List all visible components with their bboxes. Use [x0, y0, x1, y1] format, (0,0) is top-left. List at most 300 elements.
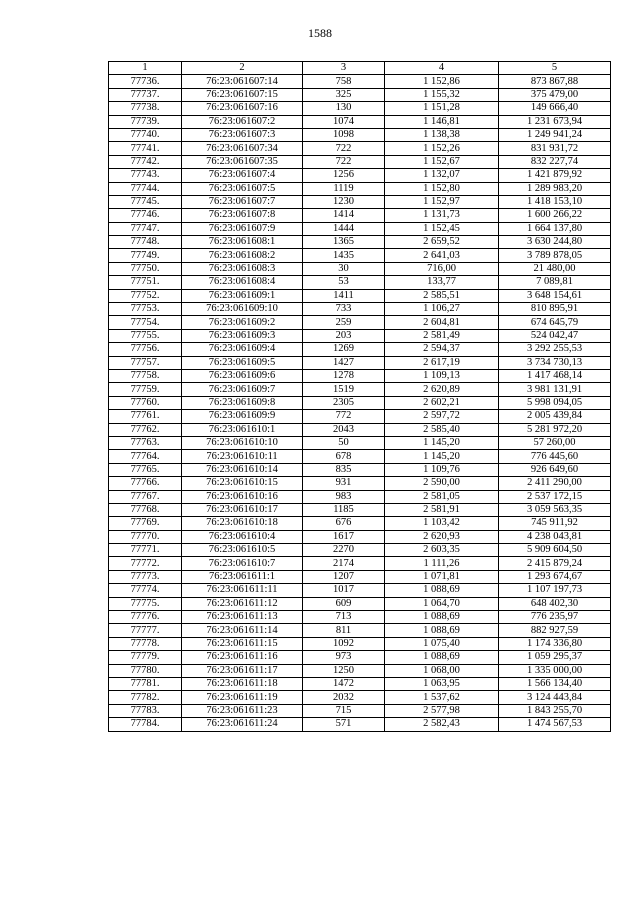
value-cell: 2 411 290,00: [499, 477, 611, 490]
table-row: [109, 303, 611, 316]
rate-cell: 1 064,70: [385, 597, 499, 610]
value-cell: 674 645,79: [499, 316, 611, 329]
table-row: [109, 169, 611, 182]
row-number-cell: 77755.: [109, 329, 182, 342]
value-cell: 5 909 604,50: [499, 544, 611, 557]
value-cell: 1 421 879,92: [499, 169, 611, 182]
table-row: [109, 155, 611, 168]
table-row: [109, 718, 611, 731]
row-number-cell: 77757.: [109, 356, 182, 369]
row-number-cell: 77753.: [109, 303, 182, 316]
row-number-cell: 77737.: [109, 88, 182, 101]
table-row: [109, 570, 611, 583]
row-number-cell: 77746.: [109, 209, 182, 222]
value-cell: 1 418 153,10: [499, 195, 611, 208]
area-cell: 1119: [303, 182, 385, 195]
area-cell: 1427: [303, 356, 385, 369]
cadastral-number-cell: 76:23:061607:7: [182, 195, 303, 208]
value-cell: 3 630 244,80: [499, 236, 611, 249]
rate-cell: 2 641,03: [385, 249, 499, 262]
table-row: [109, 222, 611, 235]
value-cell: 1 289 983,20: [499, 182, 611, 195]
cadastral-number-cell: 76:23:061608:3: [182, 262, 303, 275]
rate-cell: 2 617,19: [385, 356, 499, 369]
value-cell: 1 417 468,14: [499, 369, 611, 382]
cadastral-number-cell: 76:23:061610:16: [182, 490, 303, 503]
area-cell: 1269: [303, 343, 385, 356]
area-cell: 1519: [303, 383, 385, 396]
table-row: [109, 88, 611, 101]
row-number-cell: 77761.: [109, 410, 182, 423]
rate-cell: 2 581,49: [385, 329, 499, 342]
row-number-cell: 77774.: [109, 584, 182, 597]
area-cell: 973: [303, 651, 385, 664]
table-row: [109, 490, 611, 503]
rate-cell: 1 103,42: [385, 517, 499, 530]
cadastral-number-cell: 76:23:061608:4: [182, 276, 303, 289]
row-number-cell: 77739.: [109, 115, 182, 128]
area-cell: 1617: [303, 530, 385, 543]
cadastral-number-cell: 76:23:061610:18: [182, 517, 303, 530]
area-cell: 758: [303, 75, 385, 88]
cadastral-number-cell: 76:23:061611:14: [182, 624, 303, 637]
area-cell: 733: [303, 303, 385, 316]
cadastral-number-cell: 76:23:061611:1: [182, 570, 303, 583]
value-cell: 3 648 154,61: [499, 289, 611, 302]
rate-cell: 1 152,80: [385, 182, 499, 195]
rate-cell: 2 577,98: [385, 704, 499, 717]
area-cell: 1074: [303, 115, 385, 128]
value-cell: 3 734 730,13: [499, 356, 611, 369]
value-cell: 21 480,00: [499, 262, 611, 275]
cadastral-number-cell: 76:23:061607:16: [182, 102, 303, 115]
rate-cell: 133,77: [385, 276, 499, 289]
area-cell: 2174: [303, 557, 385, 570]
value-cell: 776 445,60: [499, 450, 611, 463]
column-header: 3: [303, 62, 385, 75]
cadastral-number-cell: 76:23:061609:8: [182, 396, 303, 409]
cadastral-number-cell: 76:23:061610:14: [182, 463, 303, 476]
value-cell: 2 537 172,15: [499, 490, 611, 503]
row-number-cell: 77768.: [109, 503, 182, 516]
value-cell: 776 235,97: [499, 611, 611, 624]
table-row: [109, 664, 611, 677]
rate-cell: 1 111,26: [385, 557, 499, 570]
cadastral-number-cell: 76:23:061607:4: [182, 169, 303, 182]
cadastral-number-cell: 76:23:061609:2: [182, 316, 303, 329]
table-row: [109, 637, 611, 650]
cadastral-number-cell: 76:23:061610:5: [182, 544, 303, 557]
rate-cell: 1 088,69: [385, 651, 499, 664]
row-number-cell: 77783.: [109, 704, 182, 717]
area-cell: 53: [303, 276, 385, 289]
cadastral-number-cell: 76:23:061607:35: [182, 155, 303, 168]
cadastral-number-cell: 76:23:061607:15: [182, 88, 303, 101]
value-cell: 1 664 137,80: [499, 222, 611, 235]
row-number-cell: 77740.: [109, 128, 182, 141]
rate-cell: 1 145,20: [385, 436, 499, 449]
table-row: [109, 450, 611, 463]
table-row: [109, 584, 611, 597]
row-number-cell: 77751.: [109, 276, 182, 289]
value-cell: 1 600 266,22: [499, 209, 611, 222]
area-cell: 772: [303, 410, 385, 423]
cadastral-number-cell: 76:23:061611:18: [182, 677, 303, 690]
area-cell: 259: [303, 316, 385, 329]
rate-cell: 1 155,32: [385, 88, 499, 101]
value-cell: 926 649,60: [499, 463, 611, 476]
table-row: [109, 463, 611, 476]
cadastral-number-cell: 76:23:061610:7: [182, 557, 303, 570]
row-number-cell: 77762.: [109, 423, 182, 436]
value-cell: 2 415 879,24: [499, 557, 611, 570]
row-number-cell: 77780.: [109, 664, 182, 677]
area-cell: 2305: [303, 396, 385, 409]
cadastral-number-cell: 76:23:061611:19: [182, 691, 303, 704]
table-body: [109, 75, 611, 731]
table-row: [109, 262, 611, 275]
column-header: 1: [109, 62, 182, 75]
value-cell: 1 174 336,80: [499, 637, 611, 650]
table-row: [109, 329, 611, 342]
area-cell: 1414: [303, 209, 385, 222]
area-cell: 1411: [303, 289, 385, 302]
value-cell: 1 231 673,94: [499, 115, 611, 128]
table-row: [109, 236, 611, 249]
row-number-cell: 77743.: [109, 169, 182, 182]
area-cell: 1256: [303, 169, 385, 182]
value-cell: 4 238 043,81: [499, 530, 611, 543]
rate-cell: 2 585,51: [385, 289, 499, 302]
cadastral-number-cell: 76:23:061609:3: [182, 329, 303, 342]
table-row: [109, 182, 611, 195]
table-row: [109, 195, 611, 208]
table-row: [109, 316, 611, 329]
cadastral-number-cell: 76:23:061610:17: [182, 503, 303, 516]
cadastral-number-cell: 76:23:061609:4: [182, 343, 303, 356]
area-cell: 678: [303, 450, 385, 463]
cadastral-number-cell: 76:23:061610:1: [182, 423, 303, 436]
area-cell: 50: [303, 436, 385, 449]
row-number-cell: 77773.: [109, 570, 182, 583]
area-cell: 1207: [303, 570, 385, 583]
cadastral-number-cell: 76:23:061610:4: [182, 530, 303, 543]
area-cell: 1472: [303, 677, 385, 690]
rate-cell: 1 132,07: [385, 169, 499, 182]
rate-cell: 2 659,52: [385, 236, 499, 249]
rate-cell: 2 620,93: [385, 530, 499, 543]
area-cell: 325: [303, 88, 385, 101]
cadastral-number-cell: 76:23:061609:6: [182, 369, 303, 382]
row-number-cell: 77777.: [109, 624, 182, 637]
area-cell: 1092: [303, 637, 385, 650]
value-cell: 873 867,88: [499, 75, 611, 88]
area-cell: 722: [303, 142, 385, 155]
value-cell: 5 998 094,05: [499, 396, 611, 409]
area-cell: 1230: [303, 195, 385, 208]
table-row: [109, 249, 611, 262]
rate-cell: 2 585,40: [385, 423, 499, 436]
rate-cell: 1 152,97: [385, 195, 499, 208]
rate-cell: 2 602,21: [385, 396, 499, 409]
rate-cell: 1 152,86: [385, 75, 499, 88]
area-cell: 983: [303, 490, 385, 503]
table-row: [109, 530, 611, 543]
value-cell: 3 059 563,35: [499, 503, 611, 516]
value-cell: 2 005 439,84: [499, 410, 611, 423]
table-row: [109, 704, 611, 717]
rate-cell: 1 152,67: [385, 155, 499, 168]
table-row: [109, 624, 611, 637]
row-number-cell: 77769.: [109, 517, 182, 530]
table-row: [109, 517, 611, 530]
header-row: [109, 62, 611, 75]
cadastral-number-cell: 76:23:061609:5: [182, 356, 303, 369]
value-cell: 810 895,91: [499, 303, 611, 316]
area-cell: 931: [303, 477, 385, 490]
table-row: [109, 128, 611, 141]
table-row: [109, 597, 611, 610]
rate-cell: 1 131,73: [385, 209, 499, 222]
rate-cell: 1 088,69: [385, 611, 499, 624]
area-cell: 2270: [303, 544, 385, 557]
row-number-cell: 77747.: [109, 222, 182, 235]
cadastral-number-cell: 76:23:061608:2: [182, 249, 303, 262]
row-number-cell: 77766.: [109, 477, 182, 490]
value-cell: 832 227,74: [499, 155, 611, 168]
area-cell: 722: [303, 155, 385, 168]
value-cell: 1 474 567,53: [499, 718, 611, 731]
row-number-cell: 77770.: [109, 530, 182, 543]
table-row: [109, 611, 611, 624]
row-number-cell: 77752.: [109, 289, 182, 302]
row-number-cell: 77760.: [109, 396, 182, 409]
row-number-cell: 77763.: [109, 436, 182, 449]
rate-cell: 1 063,95: [385, 677, 499, 690]
cadastral-number-cell: 76:23:061609:9: [182, 410, 303, 423]
table-row: [109, 436, 611, 449]
row-number-cell: 77741.: [109, 142, 182, 155]
table-row: [109, 209, 611, 222]
cadastral-number-cell: 76:23:061607:8: [182, 209, 303, 222]
row-number-cell: 77772.: [109, 557, 182, 570]
area-cell: 571: [303, 718, 385, 731]
cadastral-number-cell: 76:23:061607:2: [182, 115, 303, 128]
column-header: 2: [182, 62, 303, 75]
column-header: 4: [385, 62, 499, 75]
data-table: [108, 61, 611, 732]
table-row: [109, 343, 611, 356]
row-number-cell: 77775.: [109, 597, 182, 610]
cadastral-number-cell: 76:23:061611:17: [182, 664, 303, 677]
rate-cell: 1 106,27: [385, 303, 499, 316]
value-cell: 57 260,00: [499, 436, 611, 449]
value-cell: 3 981 131,91: [499, 383, 611, 396]
row-number-cell: 77771.: [109, 544, 182, 557]
area-cell: 715: [303, 704, 385, 717]
rate-cell: 1 138,38: [385, 128, 499, 141]
rate-cell: 2 594,37: [385, 343, 499, 356]
row-number-cell: 77738.: [109, 102, 182, 115]
value-cell: 149 666,40: [499, 102, 611, 115]
value-cell: 3 124 443,84: [499, 691, 611, 704]
table-row: [109, 410, 611, 423]
rate-cell: 2 590,00: [385, 477, 499, 490]
row-number-cell: 77736.: [109, 75, 182, 88]
column-header: 5: [499, 62, 611, 75]
row-number-cell: 77759.: [109, 383, 182, 396]
value-cell: 745 911,92: [499, 517, 611, 530]
area-cell: 811: [303, 624, 385, 637]
rate-cell: 2 604,81: [385, 316, 499, 329]
table-row: [109, 477, 611, 490]
table-row: [109, 557, 611, 570]
area-cell: 2032: [303, 691, 385, 704]
value-cell: 1 107 197,73: [499, 584, 611, 597]
area-cell: 1365: [303, 236, 385, 249]
area-cell: 1017: [303, 584, 385, 597]
table-row: [109, 677, 611, 690]
area-cell: 203: [303, 329, 385, 342]
cadastral-number-cell: 76:23:061607:9: [182, 222, 303, 235]
rate-cell: 2 581,05: [385, 490, 499, 503]
value-cell: 524 042,47: [499, 329, 611, 342]
value-cell: 7 089,81: [499, 276, 611, 289]
rate-cell: 716,00: [385, 262, 499, 275]
row-number-cell: 77767.: [109, 490, 182, 503]
cadastral-number-cell: 76:23:061610:11: [182, 450, 303, 463]
table-row: [109, 276, 611, 289]
area-cell: 2043: [303, 423, 385, 436]
rate-cell: 1 109,76: [385, 463, 499, 476]
table-row: [109, 369, 611, 382]
value-cell: 375 479,00: [499, 88, 611, 101]
row-number-cell: 77782.: [109, 691, 182, 704]
cadastral-number-cell: 76:23:061607:14: [182, 75, 303, 88]
cadastral-number-cell: 76:23:061611:16: [182, 651, 303, 664]
table-row: [109, 115, 611, 128]
page-number: 1588: [308, 26, 332, 40]
cadastral-number-cell: 76:23:061607:3: [182, 128, 303, 141]
rate-cell: 1 109,13: [385, 369, 499, 382]
table-row: [109, 102, 611, 115]
area-cell: 1278: [303, 369, 385, 382]
cadastral-number-cell: 76:23:061611:13: [182, 611, 303, 624]
value-cell: 1 249 941,24: [499, 128, 611, 141]
cadastral-number-cell: 76:23:061609:7: [182, 383, 303, 396]
row-number-cell: 77744.: [109, 182, 182, 195]
table-row: [109, 396, 611, 409]
row-number-cell: 77745.: [109, 195, 182, 208]
row-number-cell: 77754.: [109, 316, 182, 329]
area-cell: 1098: [303, 128, 385, 141]
cadastral-number-cell: 76:23:061611:23: [182, 704, 303, 717]
area-cell: 1185: [303, 503, 385, 516]
cadastral-number-cell: 76:23:061611:24: [182, 718, 303, 731]
cadastral-number-cell: 76:23:061610:15: [182, 477, 303, 490]
table-row: [109, 691, 611, 704]
row-number-cell: 77776.: [109, 611, 182, 624]
cadastral-number-cell: 76:23:061607:34: [182, 142, 303, 155]
rate-cell: 1 071,81: [385, 570, 499, 583]
value-cell: 648 402,30: [499, 597, 611, 610]
value-cell: 1 843 255,70: [499, 704, 611, 717]
table-row: [109, 383, 611, 396]
table-row: [109, 503, 611, 516]
rate-cell: 2 582,43: [385, 718, 499, 731]
area-cell: 835: [303, 463, 385, 476]
area-cell: 1435: [303, 249, 385, 262]
table-row: [109, 423, 611, 436]
value-cell: 3 789 878,05: [499, 249, 611, 262]
row-number-cell: 77750.: [109, 262, 182, 275]
value-cell: 5 281 972,20: [499, 423, 611, 436]
table-row: [109, 356, 611, 369]
area-cell: 676: [303, 517, 385, 530]
table-row: [109, 544, 611, 557]
area-cell: 130: [303, 102, 385, 115]
row-number-cell: 77781.: [109, 677, 182, 690]
area-cell: 30: [303, 262, 385, 275]
row-number-cell: 77765.: [109, 463, 182, 476]
value-cell: 3 292 255,53: [499, 343, 611, 356]
rate-cell: 1 146,81: [385, 115, 499, 128]
table-row: [109, 75, 611, 88]
value-cell: 882 927,59: [499, 624, 611, 637]
rate-cell: 1 088,69: [385, 624, 499, 637]
row-number-cell: 77779.: [109, 651, 182, 664]
cadastral-number-cell: 76:23:061610:10: [182, 436, 303, 449]
row-number-cell: 77749.: [109, 249, 182, 262]
row-number-cell: 77742.: [109, 155, 182, 168]
row-number-cell: 77764.: [109, 450, 182, 463]
rate-cell: 2 597,72: [385, 410, 499, 423]
value-cell: 1 335 000,00: [499, 664, 611, 677]
rate-cell: 1 145,20: [385, 450, 499, 463]
cadastral-number-cell: 76:23:061611:12: [182, 597, 303, 610]
cadastral-number-cell: 76:23:061611:15: [182, 637, 303, 650]
row-number-cell: 77758.: [109, 369, 182, 382]
row-number-cell: 77784.: [109, 718, 182, 731]
cadastral-number-cell: 76:23:061607:5: [182, 182, 303, 195]
row-number-cell: 77778.: [109, 637, 182, 650]
table-row: [109, 142, 611, 155]
table-row: [109, 651, 611, 664]
rate-cell: 1 075,40: [385, 637, 499, 650]
area-cell: 609: [303, 597, 385, 610]
rate-cell: 1 152,26: [385, 142, 499, 155]
rate-cell: 2 620,89: [385, 383, 499, 396]
cadastral-number-cell: 76:23:061611:11: [182, 584, 303, 597]
area-cell: 713: [303, 611, 385, 624]
cadastral-number-cell: 76:23:061608:1: [182, 236, 303, 249]
row-number-cell: 77756.: [109, 343, 182, 356]
area-cell: 1444: [303, 222, 385, 235]
table-row: [109, 289, 611, 302]
rate-cell: 1 537,62: [385, 691, 499, 704]
value-cell: 1 293 674,67: [499, 570, 611, 583]
rate-cell: 1 151,28: [385, 102, 499, 115]
cadastral-number-cell: 76:23:061609:1: [182, 289, 303, 302]
rate-cell: 1 088,69: [385, 584, 499, 597]
cadastral-number-cell: 76:23:061609:10: [182, 303, 303, 316]
area-cell: 1250: [303, 664, 385, 677]
row-number-cell: 77748.: [109, 236, 182, 249]
rate-cell: 1 068,00: [385, 664, 499, 677]
rate-cell: 1 152,45: [385, 222, 499, 235]
value-cell: 1 059 295,37: [499, 651, 611, 664]
rate-cell: 2 581,91: [385, 503, 499, 516]
